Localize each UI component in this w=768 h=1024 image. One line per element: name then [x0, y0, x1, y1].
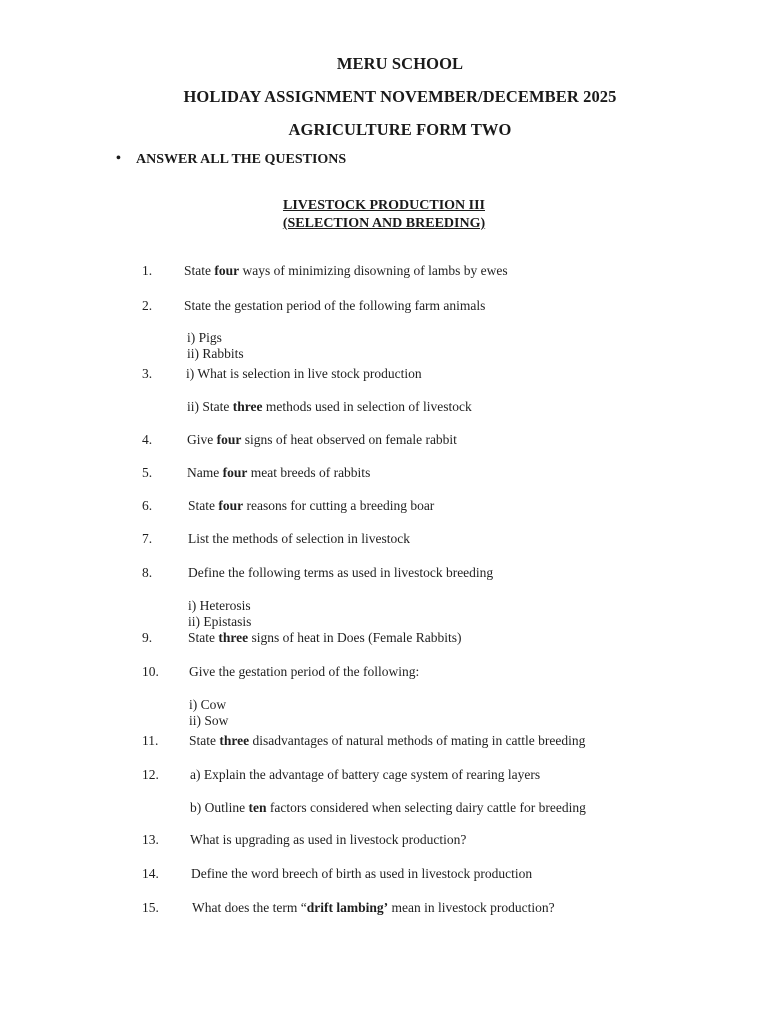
question-number: 8. [142, 565, 153, 580]
question-text: a) Explain the advantage of battery cage system of rearing layers [190, 767, 541, 782]
question-number: 5. [142, 465, 153, 480]
bullet-icon: • [116, 151, 121, 166]
q3-part-b: ii) State three methods used in selection of livestock [187, 399, 472, 414]
question-text: What is upgrading as used in livestock production? [190, 832, 467, 847]
question-item [0, 263, 768, 283]
question-text: Define the following terms as used in livestock breeding [188, 565, 494, 580]
question-item [0, 565, 768, 585]
q8-sub-item: i) Heterosis [188, 598, 251, 613]
question-text: Define the word breech of birth as used in livestock production [191, 866, 533, 881]
question-number: 15. [142, 900, 159, 915]
question-number: 4. [142, 432, 153, 447]
question-item [0, 733, 768, 753]
q2-sub-item: ii) Rabbits [187, 346, 244, 361]
question-text: List the methods of selection in livestock [188, 531, 410, 546]
question-text: State four ways of minimizing disowning of lambs by ewes [184, 263, 508, 278]
subject-title: AGRICULTURE FORM TWO [288, 120, 512, 139]
question-item [0, 866, 768, 886]
school-name: MERU SCHOOL [336, 54, 464, 73]
section-title-line2: (SELECTION AND BREEDING) [282, 216, 486, 231]
question-number: 2. [142, 298, 153, 313]
question-item [0, 664, 768, 684]
instruction-text: ANSWER ALL THE QUESTIONS [136, 152, 347, 167]
question-number: 14. [142, 866, 159, 881]
question-item [0, 465, 768, 485]
question-item [0, 900, 768, 920]
q8-sub-item: ii) Epistasis [188, 614, 252, 629]
question-text: State three signs of heat in Does (Female Rabbits) [188, 630, 462, 645]
question-text: i) What is selection in live stock production [186, 366, 422, 381]
q10-sub-item: i) Cow [189, 697, 227, 712]
assignment-title: HOLIDAY ASSIGNMENT NOVEMBER/DECEMBER 2025 [183, 87, 617, 106]
q10-sub-item: ii) Sow [189, 713, 229, 728]
question-item [0, 366, 768, 386]
question-number: 11. [142, 733, 159, 748]
question-item [0, 298, 768, 318]
question-number: 3. [142, 366, 153, 381]
question-text: Give the gestation period of the following: [189, 664, 420, 679]
question-item [0, 531, 768, 551]
question-item [0, 432, 768, 452]
question-number: 13. [142, 832, 159, 847]
question-number: 12. [142, 767, 159, 782]
section-title-line1: LIVESTOCK PRODUCTION III [282, 198, 485, 213]
q12-part-b: b) Outline ten factors considered when selecting dairy cattle for breeding [190, 800, 586, 815]
question-item [0, 832, 768, 852]
question-text: Give four signs of heat observed on female rabbit [187, 432, 457, 447]
question-text: What does the term “drift lambing’ mean in livestock production? [192, 900, 555, 915]
question-number: 9. [142, 630, 153, 645]
q2-sub-item: i) Pigs [187, 330, 222, 345]
question-item [0, 630, 768, 650]
question-number: 10. [142, 664, 159, 679]
question-text: State four reasons for cutting a breeding boar [188, 498, 435, 513]
question-text: Name four meat breeds of rabbits [187, 465, 371, 480]
question-number: 6. [142, 498, 153, 513]
question-number: 1. [142, 263, 153, 278]
question-text: State three disadvantages of natural methods of mating in cattle breeding [189, 733, 586, 748]
question-item [0, 767, 768, 787]
question-number: 7. [142, 531, 153, 546]
question-text: State the gestation period of the following farm animals [184, 298, 486, 313]
question-item [0, 498, 768, 518]
